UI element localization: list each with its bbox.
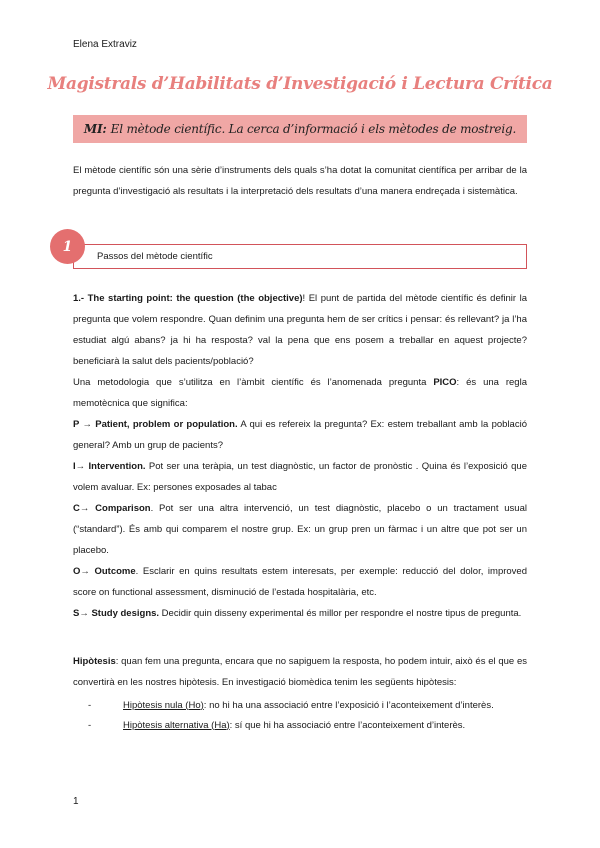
pico-c-label: C→ Comparison xyxy=(73,503,151,514)
pico-i-item xyxy=(73,456,527,498)
pico-o-text: . Esclarir en quins resultats estem interesats, per exemple: reducció del dolor, improved score on functional assessment, disminució de l’estada hospitalària, etc. xyxy=(73,566,527,598)
pico-c-item xyxy=(73,498,527,561)
pico-term: PICO xyxy=(433,377,457,388)
alternative-hypothesis-term: Hipòtesis alternativa (Ha) xyxy=(123,719,230,731)
pico-paragraph xyxy=(73,372,527,414)
banner-text: El mètode científic. La cerca d’informació i els mètodes de mostreig. xyxy=(110,122,517,136)
hypothesis-text: : quan fem una pregunta, encara que no sapiguem la resposta, ho podem intuir, això és el que es convertirà en les nostres hipòtesis. En investigació biomèdica tenim les següents hipòtesis: xyxy=(73,656,527,688)
hypothesis-list xyxy=(73,695,527,735)
null-hypothesis-text: : no hi ha una associació entre l’exposició i l’aconteixement d’interès. xyxy=(203,699,494,711)
pico-tail: : és una regla memotècnica que significa: xyxy=(73,377,527,409)
pico-intro: Una metodologia que s’utilitza en l’àmbit científic és l’anomenada pregunta xyxy=(73,377,434,388)
intro-paragraph xyxy=(73,160,527,202)
list-dash: - xyxy=(88,699,92,711)
banner-label: MI: xyxy=(83,122,107,136)
pico-o-label: O→ Outcome xyxy=(73,566,136,577)
pico-s-item xyxy=(73,603,527,624)
pico-o-item xyxy=(73,561,527,603)
alternative-hypothesis-text: : sí que hi ha associació entre l’aconteixement d’interès. xyxy=(229,719,466,731)
hypothesis-paragraph xyxy=(73,651,527,693)
pico-i-text: Pot ser una teràpia, un test diagnòstic, un factor de pronòstic . Quina és l’exposició que volem avaluar. Ex: persones exposades al tabac xyxy=(73,461,527,493)
starting-point-paragraph xyxy=(73,288,527,372)
section-title: Passos del mètode científic xyxy=(97,251,213,262)
section-number-badge: 1 xyxy=(50,229,85,264)
intro-text: El mètode científic són una sèrie d’instruments dels quals s’ha dotat la comunitat científica per arribar de la pregunta d’investigació als resultats i la interpretació dels resultats d’una manera endreçada i sistemàtica. xyxy=(73,165,527,197)
main-body xyxy=(73,288,527,624)
list-item xyxy=(73,715,527,735)
hypothesis-term: Hipòtesis xyxy=(73,656,116,667)
author-name: Elena Extraviz xyxy=(73,39,137,50)
starting-point-heading: 1.- The starting point: the question (the objective) xyxy=(73,293,303,304)
pico-c-text: . Pot ser una altra intervenció, un test diagnòstic, placebo o un tractament usual (“standard”). És amb qui comparem el nostre grup. Ex: un grup pren un fàrmac i un altre que pot ser un placebo. xyxy=(73,503,527,556)
pico-p-text: A qui es refereix la pregunta? Ex: estem treballant amb la població general? Amb un grup de pacients? xyxy=(73,419,527,451)
starting-point-text: ! El punt de partida del mètode científic és definir la pregunta que volem respondre. Quan definim una pregunta hem de ser crítics i pensar: és rellevant? ja l’ha estudiat algú abans? ja hi ha resposta? val la pena que ens posem a treballar en aquest projecte? beneficiarà la salut dels pacients/població? xyxy=(73,293,527,367)
pico-s-label: S→ Study designs. xyxy=(73,608,160,619)
list-dash: - xyxy=(88,719,92,731)
document-title: Magistrals d’Habilitats d’Investigació i Lectura Crítica xyxy=(47,74,553,94)
null-hypothesis-term: Hipòtesis nula (Ho) xyxy=(123,699,204,711)
topic-banner xyxy=(73,115,527,143)
pico-s-text: Decidir quin disseny experimental és millor per respondre el nostre tipus de pregunta. xyxy=(159,608,522,619)
pico-p-label: P → Patient, problem or population. xyxy=(73,419,238,430)
page-number: 1 xyxy=(73,796,79,807)
pico-p-item xyxy=(73,414,527,456)
pico-i-label: I→ Intervention. xyxy=(73,461,146,472)
list-item xyxy=(73,695,527,715)
